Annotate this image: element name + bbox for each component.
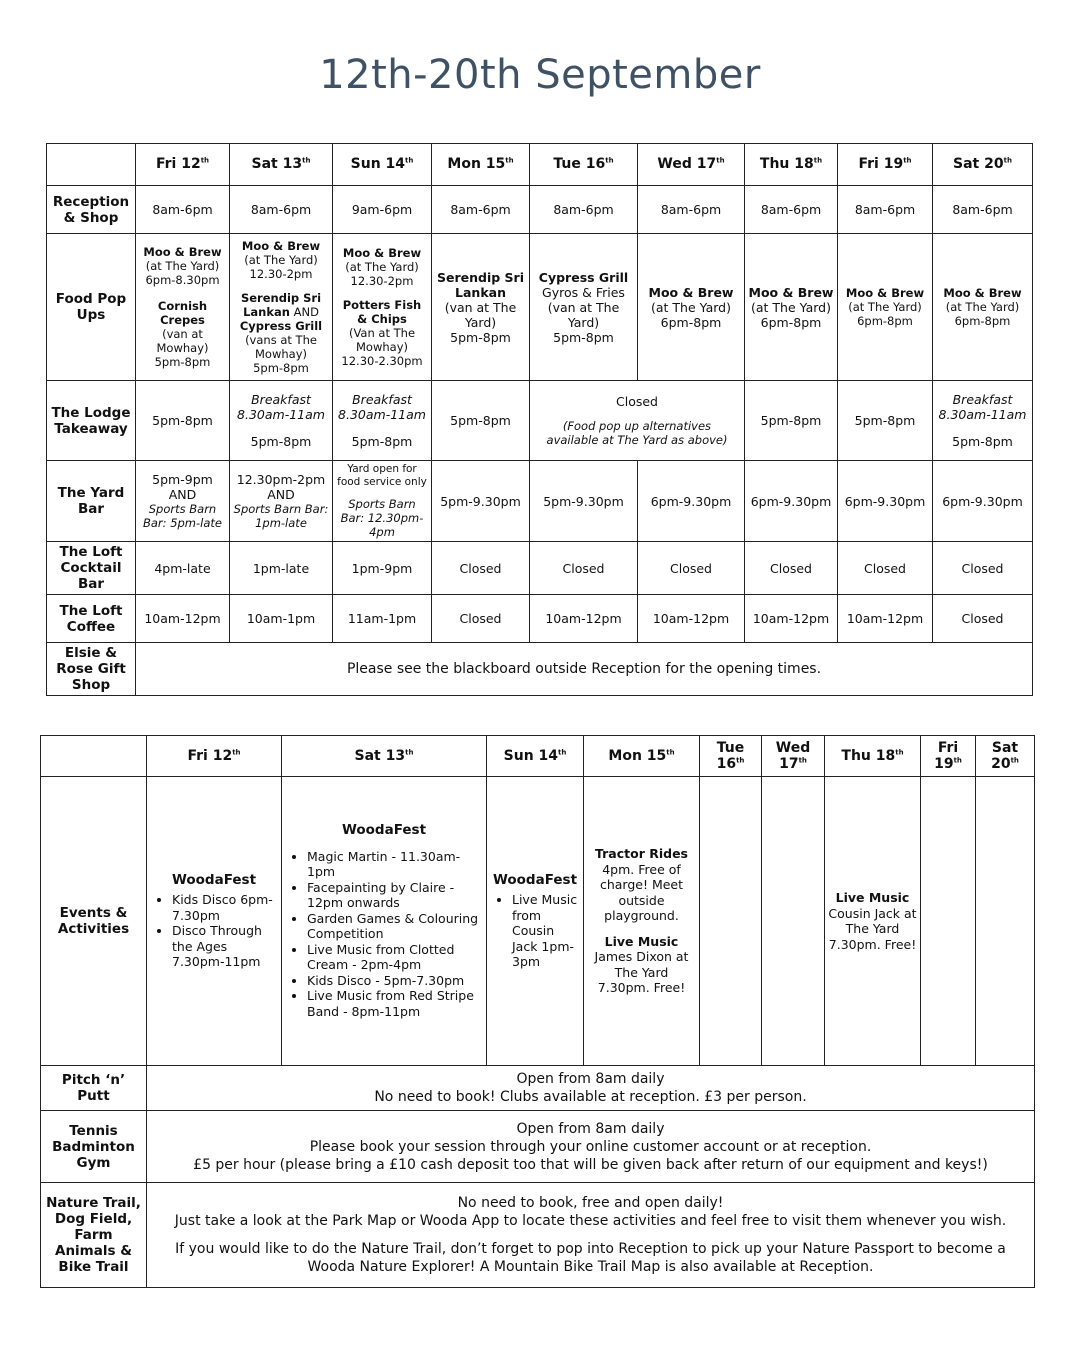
- day-header: Mon 15th: [432, 144, 530, 186]
- nature-info: No need to book, free and open daily! Just take a look at the Park Map or Wooda App to locate these activities and feel free to visit them whenever you wish. If you would like to do the Nature Trail, don’t forget to pop into Reception to pick up your Nature Passport to become a Wooda Nature Explorer! A Mountain Bike Trail Map is also available at Reception.: [147, 1183, 1035, 1288]
- events-cell-sat13: WoodaFest • Magic Martin - 11.30am-1pm • Facepainting by Claire - 12pm onwards • Garden Games & Colouring Competition • Live Music from Clotted Cream - 2pm-4pm • Kids Disco - 5pm-7.30pm • Live Music from Red Stripe Band - 8pm-11pm: [282, 777, 487, 1066]
- row-label: The Lodge Takeaway: [47, 381, 136, 461]
- opening-times-table: [46, 143, 1033, 696]
- events-cell-wed17: [762, 777, 825, 1066]
- time-cell: 8am-6pm: [838, 186, 933, 234]
- lodge-cell-sat20: Breakfast 8.30am-11am 5pm-8pm: [933, 381, 1033, 461]
- event-list: [490, 892, 580, 970]
- time-cell: 4pm-late: [136, 542, 230, 595]
- time-cell: 8am-6pm: [136, 186, 230, 234]
- time-cell: 6pm-9.30pm: [838, 461, 933, 542]
- time-cell: 8am-6pm: [432, 186, 530, 234]
- row-label: Nature Trail, Dog Field, Farm Animals & Bike Trail: [41, 1183, 147, 1288]
- time-cell: 5pm-8pm: [432, 381, 530, 461]
- time-cell: 5pm-9.30pm: [432, 461, 530, 542]
- day-header: Fri 12th: [136, 144, 230, 186]
- day-header: Wed 17th: [762, 736, 825, 777]
- list-item: • Magic Martin - 11.30am-1pm: [307, 849, 483, 880]
- time-cell: 8am-6pm: [638, 186, 745, 234]
- time-cell: 8am-6pm: [933, 186, 1033, 234]
- day-header: Fri 19th: [921, 736, 976, 777]
- row-label: Pitch ‘n’ Putt: [41, 1066, 147, 1111]
- time-cell: Closed: [638, 542, 745, 595]
- events-cell-thu18: Live Music Cousin Jack at The Yard 7.30pm. Free!: [825, 777, 921, 1066]
- day-header: Fri 19th: [838, 144, 933, 186]
- time-cell: Closed: [745, 542, 838, 595]
- yard-cell-fri12: 5pm-9pm AND Sports Barn Bar: 5pm-late: [136, 461, 230, 542]
- time-cell: 10am-12pm: [638, 595, 745, 643]
- food-cell-sat20: Moo & Brew (at The Yard) 6pm-8pm: [933, 234, 1033, 381]
- list-item: • Live Music from Cousin Jack 1pm-3pm: [512, 892, 580, 970]
- time-cell: Closed: [432, 595, 530, 643]
- list-item: • Facepainting by Claire - 12pm onwards: [307, 880, 483, 911]
- corner-cell: [41, 736, 147, 777]
- pitch-row: [41, 1066, 1035, 1111]
- day-header: Thu 18th: [825, 736, 921, 777]
- row-label: Events & Activities: [41, 777, 147, 1066]
- time-cell: Closed: [530, 542, 638, 595]
- day-header: Sat 20th: [933, 144, 1033, 186]
- events-row: [41, 777, 1035, 1066]
- time-cell: 5pm-8pm: [745, 381, 838, 461]
- day-header: Tue 16th: [530, 144, 638, 186]
- food-cell-fri19: Moo & Brew (at The Yard) 6pm-8pm: [838, 234, 933, 381]
- gift-row: [47, 643, 1033, 696]
- time-cell: 10am-12pm: [838, 595, 933, 643]
- food-cell-fri12: Moo & Brew (at The Yard) 6pm-8.30pm Cornish Crepes (van at Mowhay) 5pm-8pm: [136, 234, 230, 381]
- gift-shop-note: Please see the blackboard outside Reception for the opening times.: [136, 643, 1033, 696]
- time-cell: 8am-6pm: [530, 186, 638, 234]
- tennis-info: Open from 8am daily Please book your session through your online customer account or at reception. £5 per hour (please bring a £10 cash deposit too that will be given back after return of our equipment and keys!): [147, 1111, 1035, 1183]
- events-cell-fri12: WoodaFest • Kids Disco 6pm-7.30pm • Disco Through the Ages 7.30pm-11pm: [147, 777, 282, 1066]
- events-cell-fri19: [921, 777, 976, 1066]
- yard-cell-sun14: Yard open for food service only Sports Barn Bar: 12.30pm-4pm: [333, 461, 432, 542]
- lodge-row: [47, 381, 1033, 461]
- day-header: Fri 12th: [147, 736, 282, 777]
- cocktail-row: [47, 542, 1033, 595]
- time-cell: Closed: [838, 542, 933, 595]
- day-header: Sat 13th: [230, 144, 333, 186]
- day-header: Sat 20th: [976, 736, 1035, 777]
- corner-cell: [47, 144, 136, 186]
- time-cell: 8am-6pm: [745, 186, 838, 234]
- time-cell: 6pm-9.30pm: [638, 461, 745, 542]
- tennis-row: [41, 1111, 1035, 1183]
- row-label: The Loft Coffee: [47, 595, 136, 643]
- day-header: Sun 14th: [333, 144, 432, 186]
- time-cell: 1pm-9pm: [333, 542, 432, 595]
- lodge-cell-tuewed: Closed (Food pop up alternatives available at The Yard as above): [530, 381, 745, 461]
- food-cell-thu18: Moo & Brew (at The Yard) 6pm-8pm: [745, 234, 838, 381]
- time-cell: 11am-1pm: [333, 595, 432, 643]
- time-cell: 10am-12pm: [745, 595, 838, 643]
- time-cell: 5pm-8pm: [838, 381, 933, 461]
- time-cell: 6pm-9.30pm: [933, 461, 1033, 542]
- food-cell-wed17: Moo & Brew (at The Yard) 6pm-8pm: [638, 234, 745, 381]
- day-header: Thu 18th: [745, 144, 838, 186]
- time-cell: 9am-6pm: [333, 186, 432, 234]
- event-list: [285, 849, 483, 1020]
- time-cell: 5pm-8pm: [136, 381, 230, 461]
- list-item: • Live Music from Red Stripe Band - 8pm-11pm: [307, 988, 483, 1019]
- time-cell: 5pm-9.30pm: [530, 461, 638, 542]
- events-table: [40, 735, 1035, 1288]
- yard-row: [47, 461, 1033, 542]
- row-label: The Yard Bar: [47, 461, 136, 542]
- food-cell-mon15: Serendip Sri Lankan (van at The Yard) 5pm-8pm: [432, 234, 530, 381]
- time-cell: 8am-6pm: [230, 186, 333, 234]
- food-cell-sun14: Moo & Brew (at The Yard) 12.30-2pm Potters Fish & Chips (Van at The Mowhay) 12.30-2.30pm: [333, 234, 432, 381]
- row-label: Elsie & Rose Gift Shop: [47, 643, 136, 696]
- events-cell-mon15: Tractor Rides 4pm. Free of charge! Meet outside playground. Live Music James Dixon at The Yard 7.30pm. Free!: [584, 777, 700, 1066]
- header-row: [47, 144, 1033, 186]
- row-label: Tennis Badminton Gym: [41, 1111, 147, 1183]
- nature-row: [41, 1183, 1035, 1288]
- day-header: Tue 16th: [700, 736, 762, 777]
- time-cell: 6pm-9.30pm: [745, 461, 838, 542]
- header-row: [41, 736, 1035, 777]
- yard-cell-sat13: 12.30pm-2pm AND Sports Barn Bar: 1pm-late: [230, 461, 333, 542]
- event-list: [150, 892, 278, 970]
- time-cell: 1pm-late: [230, 542, 333, 595]
- list-item: • Kids Disco 6pm-7.30pm: [172, 892, 278, 923]
- events-cell-sun14: WoodaFest • Live Music from Cousin Jack 1pm-3pm: [487, 777, 584, 1066]
- row-label: Reception & Shop: [47, 186, 136, 234]
- time-cell: Closed: [432, 542, 530, 595]
- food-row: [47, 234, 1033, 381]
- row-label: Food Pop Ups: [47, 234, 136, 381]
- list-item: • Garden Games & Colouring Competition: [307, 911, 483, 942]
- time-cell: Closed: [933, 595, 1033, 643]
- time-cell: 10am-1pm: [230, 595, 333, 643]
- reception-row: [47, 186, 1033, 234]
- lodge-cell-sun14: Breakfast 8.30am-11am 5pm-8pm: [333, 381, 432, 461]
- page-title: 12th-20th September: [319, 52, 761, 98]
- events-cell-sat20: [976, 777, 1035, 1066]
- day-header: Sat 13th: [282, 736, 487, 777]
- row-label: The Loft Cocktail Bar: [47, 542, 136, 595]
- list-item: • Live Music from Clotted Cream - 2pm-4pm: [307, 942, 483, 973]
- food-cell-tue16: Cypress Grill Gyros & Fries (van at The Yard) 5pm-8pm: [530, 234, 638, 381]
- list-item: • Kids Disco - 5pm-7.30pm: [307, 973, 483, 989]
- lodge-cell-sat13: Breakfast 8.30am-11am 5pm-8pm: [230, 381, 333, 461]
- day-header: Wed 17th: [638, 144, 745, 186]
- events-cell-tue16: [700, 777, 762, 1066]
- coffee-row: [47, 595, 1033, 643]
- day-header: Sun 14th: [487, 736, 584, 777]
- list-item: • Disco Through the Ages 7.30pm-11pm: [172, 923, 278, 970]
- time-cell: Closed: [933, 542, 1033, 595]
- time-cell: 10am-12pm: [136, 595, 230, 643]
- day-header: Mon 15th: [584, 736, 700, 777]
- food-cell-sat13: Moo & Brew (at The Yard) 12.30-2pm Serendip Sri Lankan AND Cypress Grill (vans at The Mowhay) 5pm-8pm: [230, 234, 333, 381]
- time-cell: 10am-12pm: [530, 595, 638, 643]
- pitch-info: Open from 8am daily No need to book! Clubs available at reception. £3 per person.: [147, 1066, 1035, 1111]
